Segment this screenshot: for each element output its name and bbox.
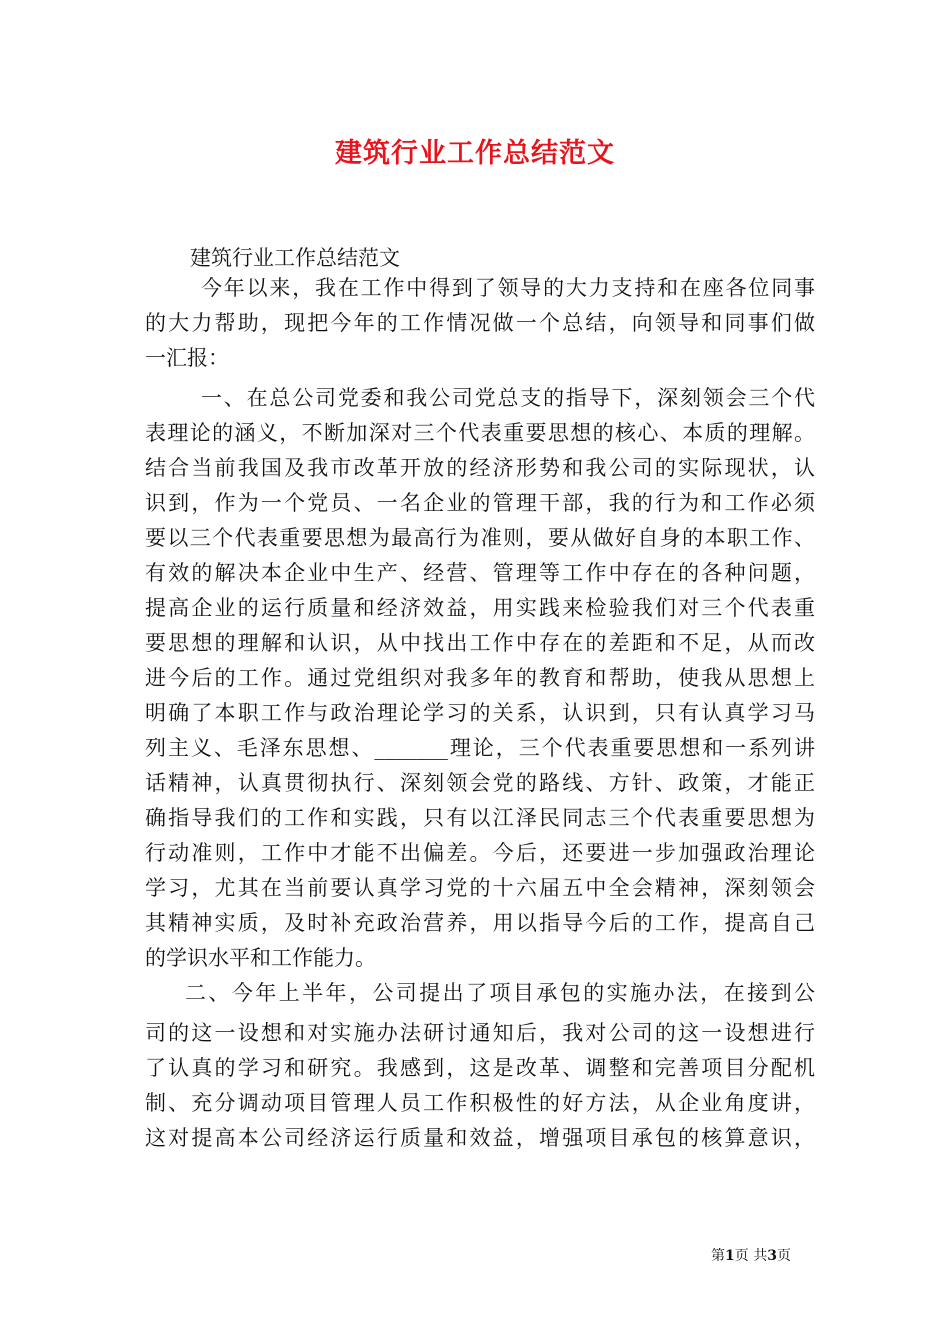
footer-total-pages: 3 <box>767 1248 777 1264</box>
body-line: 一、在总公司党委和我公司党总支的指导下，深刻领会三个代 <box>201 386 815 410</box>
body-line: 制、充分调动项目管理人员工作积极性的好方法，从企业角度讲， <box>145 1091 815 1115</box>
body-line: 结合当前我国及我市改革开放的经济形势和我公司的实际现状，认 <box>145 456 815 480</box>
body-line: 的学识水平和工作能力。 <box>145 946 376 970</box>
page-footer <box>711 1246 791 1266</box>
body-line: 司的这一设想和对实施办法研讨通知后，我对公司的这一设想进行 <box>145 1021 815 1045</box>
body-line: 行动准则，工作中才能不出偏差。今后，还要进一步加强政治理论 <box>145 841 815 865</box>
body-line: 要思想的理解和认识，从中找出工作中存在的差距和不足，从而改 <box>145 631 815 655</box>
body-line: 提高企业的运行质量和经济效益，用实践来检验我们对三个代表重 <box>145 596 815 620</box>
footer-page-number: 1 <box>725 1248 735 1264</box>
body-line: 确指导我们的工作和实践，只有以江泽民同志三个代表重要思想为 <box>145 806 815 830</box>
body-line: 这对提高本公司经济运行质量和效益，增强项目承包的核算意识， <box>145 1126 815 1150</box>
document-subtitle: 建筑行业工作总结范文 <box>190 246 400 270</box>
footer-prefix: 第 <box>711 1248 725 1264</box>
body-line: 进今后的工作。通过党组织对我多年的教育和帮助，使我从思想上 <box>145 666 815 690</box>
footer-suffix: 页 <box>776 1248 791 1264</box>
body-line: 的大力帮助，现把今年的工作情况做一个总结，向领导和同事们做 <box>145 311 815 335</box>
body-line: 话精神，认真贯彻执行、深刻领会党的路线、方针、政策，才能正 <box>145 771 815 795</box>
body-line: 识到，作为一个党员、一名企业的管理干部，我的行为和工作必须 <box>145 491 815 515</box>
body-line: 学习，尤其在当前要认真学习党的十六届五中全会精神，深刻领会 <box>145 876 815 900</box>
body-line: 明确了本职工作与政治理论学习的关系，认识到，只有认真学习马 <box>145 701 815 725</box>
body-line: 表理论的涵义，不断加深对三个代表重要思想的核心、本质的理解。 <box>145 421 815 445</box>
document-title: 建筑行业工作总结范文 <box>335 138 615 169</box>
body-line: 有效的解决本企业中生产、经营、管理等工作中存在的各种问题， <box>145 561 815 585</box>
body-line: 要以三个代表重要思想为最高行为准则，要从做好自身的本职工作、 <box>145 526 815 550</box>
body-line: 其精神实质，及时补充政治营养，用以指导今后的工作，提高自己 <box>145 911 815 935</box>
body-line: 列主义、毛泽东思想、_______理论，三个代表重要思想和一系列讲 <box>145 736 815 760</box>
footer-middle: 页 共 <box>734 1248 768 1264</box>
body-line: 二、今年上半年，公司提出了项目承包的实施办法，在接到公 <box>185 981 815 1005</box>
body-line: 了认真的学习和研究。我感到，这是改革、调整和完善项目分配机 <box>145 1056 815 1080</box>
body-line: 一汇报： <box>145 346 229 370</box>
body-line: 今年以来，我在工作中得到了领导的大力支持和在座各位同事 <box>201 276 815 300</box>
